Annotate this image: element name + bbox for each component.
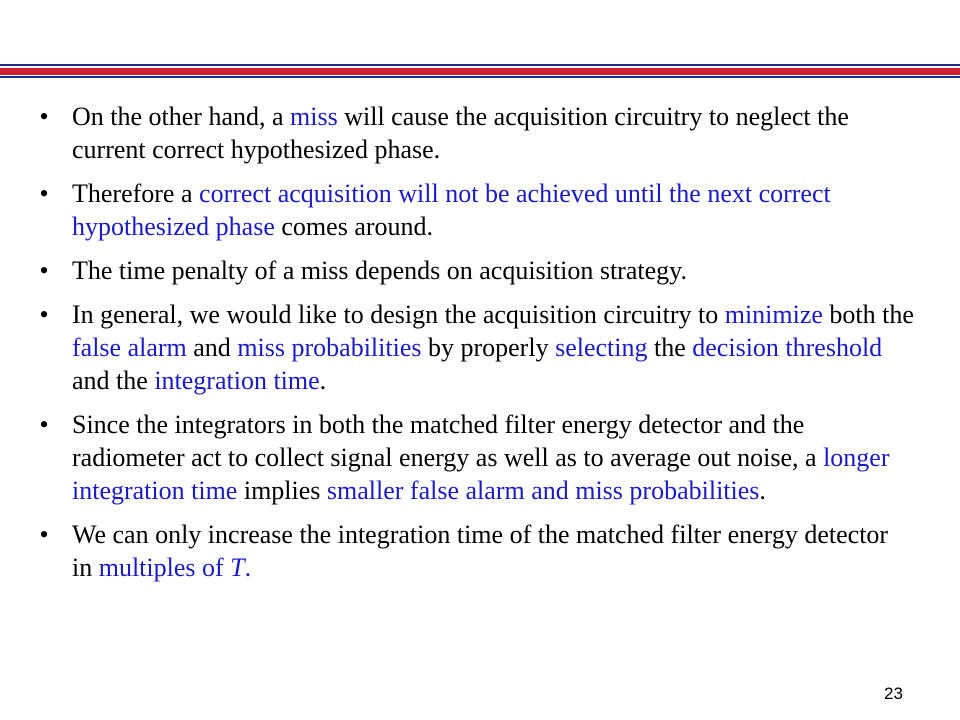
bullet-text: On the other hand, a — [72, 102, 291, 131]
bullet-item — [34, 298, 914, 397]
bullet-text: and — [186, 333, 238, 362]
highlighted-term: false alarm — [72, 333, 187, 362]
page-number: 23 — [884, 684, 903, 703]
bullet-item — [34, 518, 914, 584]
bullet-text: and the — [72, 366, 155, 395]
bullet-text: . — [319, 366, 327, 395]
highlighted-term: T — [230, 553, 245, 582]
highlighted-term: miss probabilities — [237, 333, 422, 362]
highlighted-term: smaller false alarm and miss probabilities — [326, 476, 760, 505]
bullet-text: Therefore a — [72, 179, 200, 208]
highlighted-term: correct acquisition will not be achieved until the next correct hypothesized phase — [72, 179, 831, 241]
bullet-text: The time penalty of a miss depends on acquisition strategy. — [72, 256, 687, 285]
bullet-text: by properly — [421, 333, 556, 362]
header-rule-bottom — [0, 76, 960, 78]
bullet-list — [34, 100, 914, 595]
bullet-text: the — [647, 333, 693, 362]
bullet-dot-icon: • — [39, 300, 49, 329]
bullet-dot-icon: • — [39, 520, 49, 549]
bullet-text: We can only increase the integration time of the matched filter energy detector in — [72, 520, 889, 582]
highlighted-term: decision threshold — [692, 333, 883, 362]
bullet-text: Since the integrators in both the matched filter energy detector and the radiometer act to collect signal energy as well as to average out noise, a — [72, 410, 824, 472]
bullet-item — [34, 408, 914, 507]
bullet-text: will cause the acquisition circuitry to neglect the current correct hypothesized phase. — [72, 102, 849, 164]
bullet-text: comes around. — [274, 212, 434, 241]
bullet-text: both the — [822, 300, 914, 329]
bullet-text: . — [759, 476, 766, 505]
highlighted-term: integration time — [154, 366, 320, 395]
highlighted-term: . — [244, 553, 252, 582]
bullet-item — [34, 177, 914, 243]
highlighted-term: selecting — [555, 333, 648, 362]
header-rule-red — [0, 68, 960, 75]
bullet-text: In general, we would like to design the acquisition circuitry to — [72, 300, 725, 329]
bullet-dot-icon: • — [39, 102, 49, 131]
highlighted-term: minimize — [724, 300, 823, 329]
bullet-dot-icon: • — [39, 410, 49, 439]
highlighted-term: longer integration time — [72, 443, 890, 505]
bullet-item — [34, 100, 914, 166]
bullet-dot-icon: • — [39, 256, 49, 285]
highlighted-term: multiples of — [98, 553, 231, 582]
bullet-item — [34, 254, 914, 287]
bullet-text: implies — [237, 476, 327, 505]
bullet-dot-icon: • — [39, 179, 49, 208]
highlighted-term: miss — [290, 102, 338, 131]
